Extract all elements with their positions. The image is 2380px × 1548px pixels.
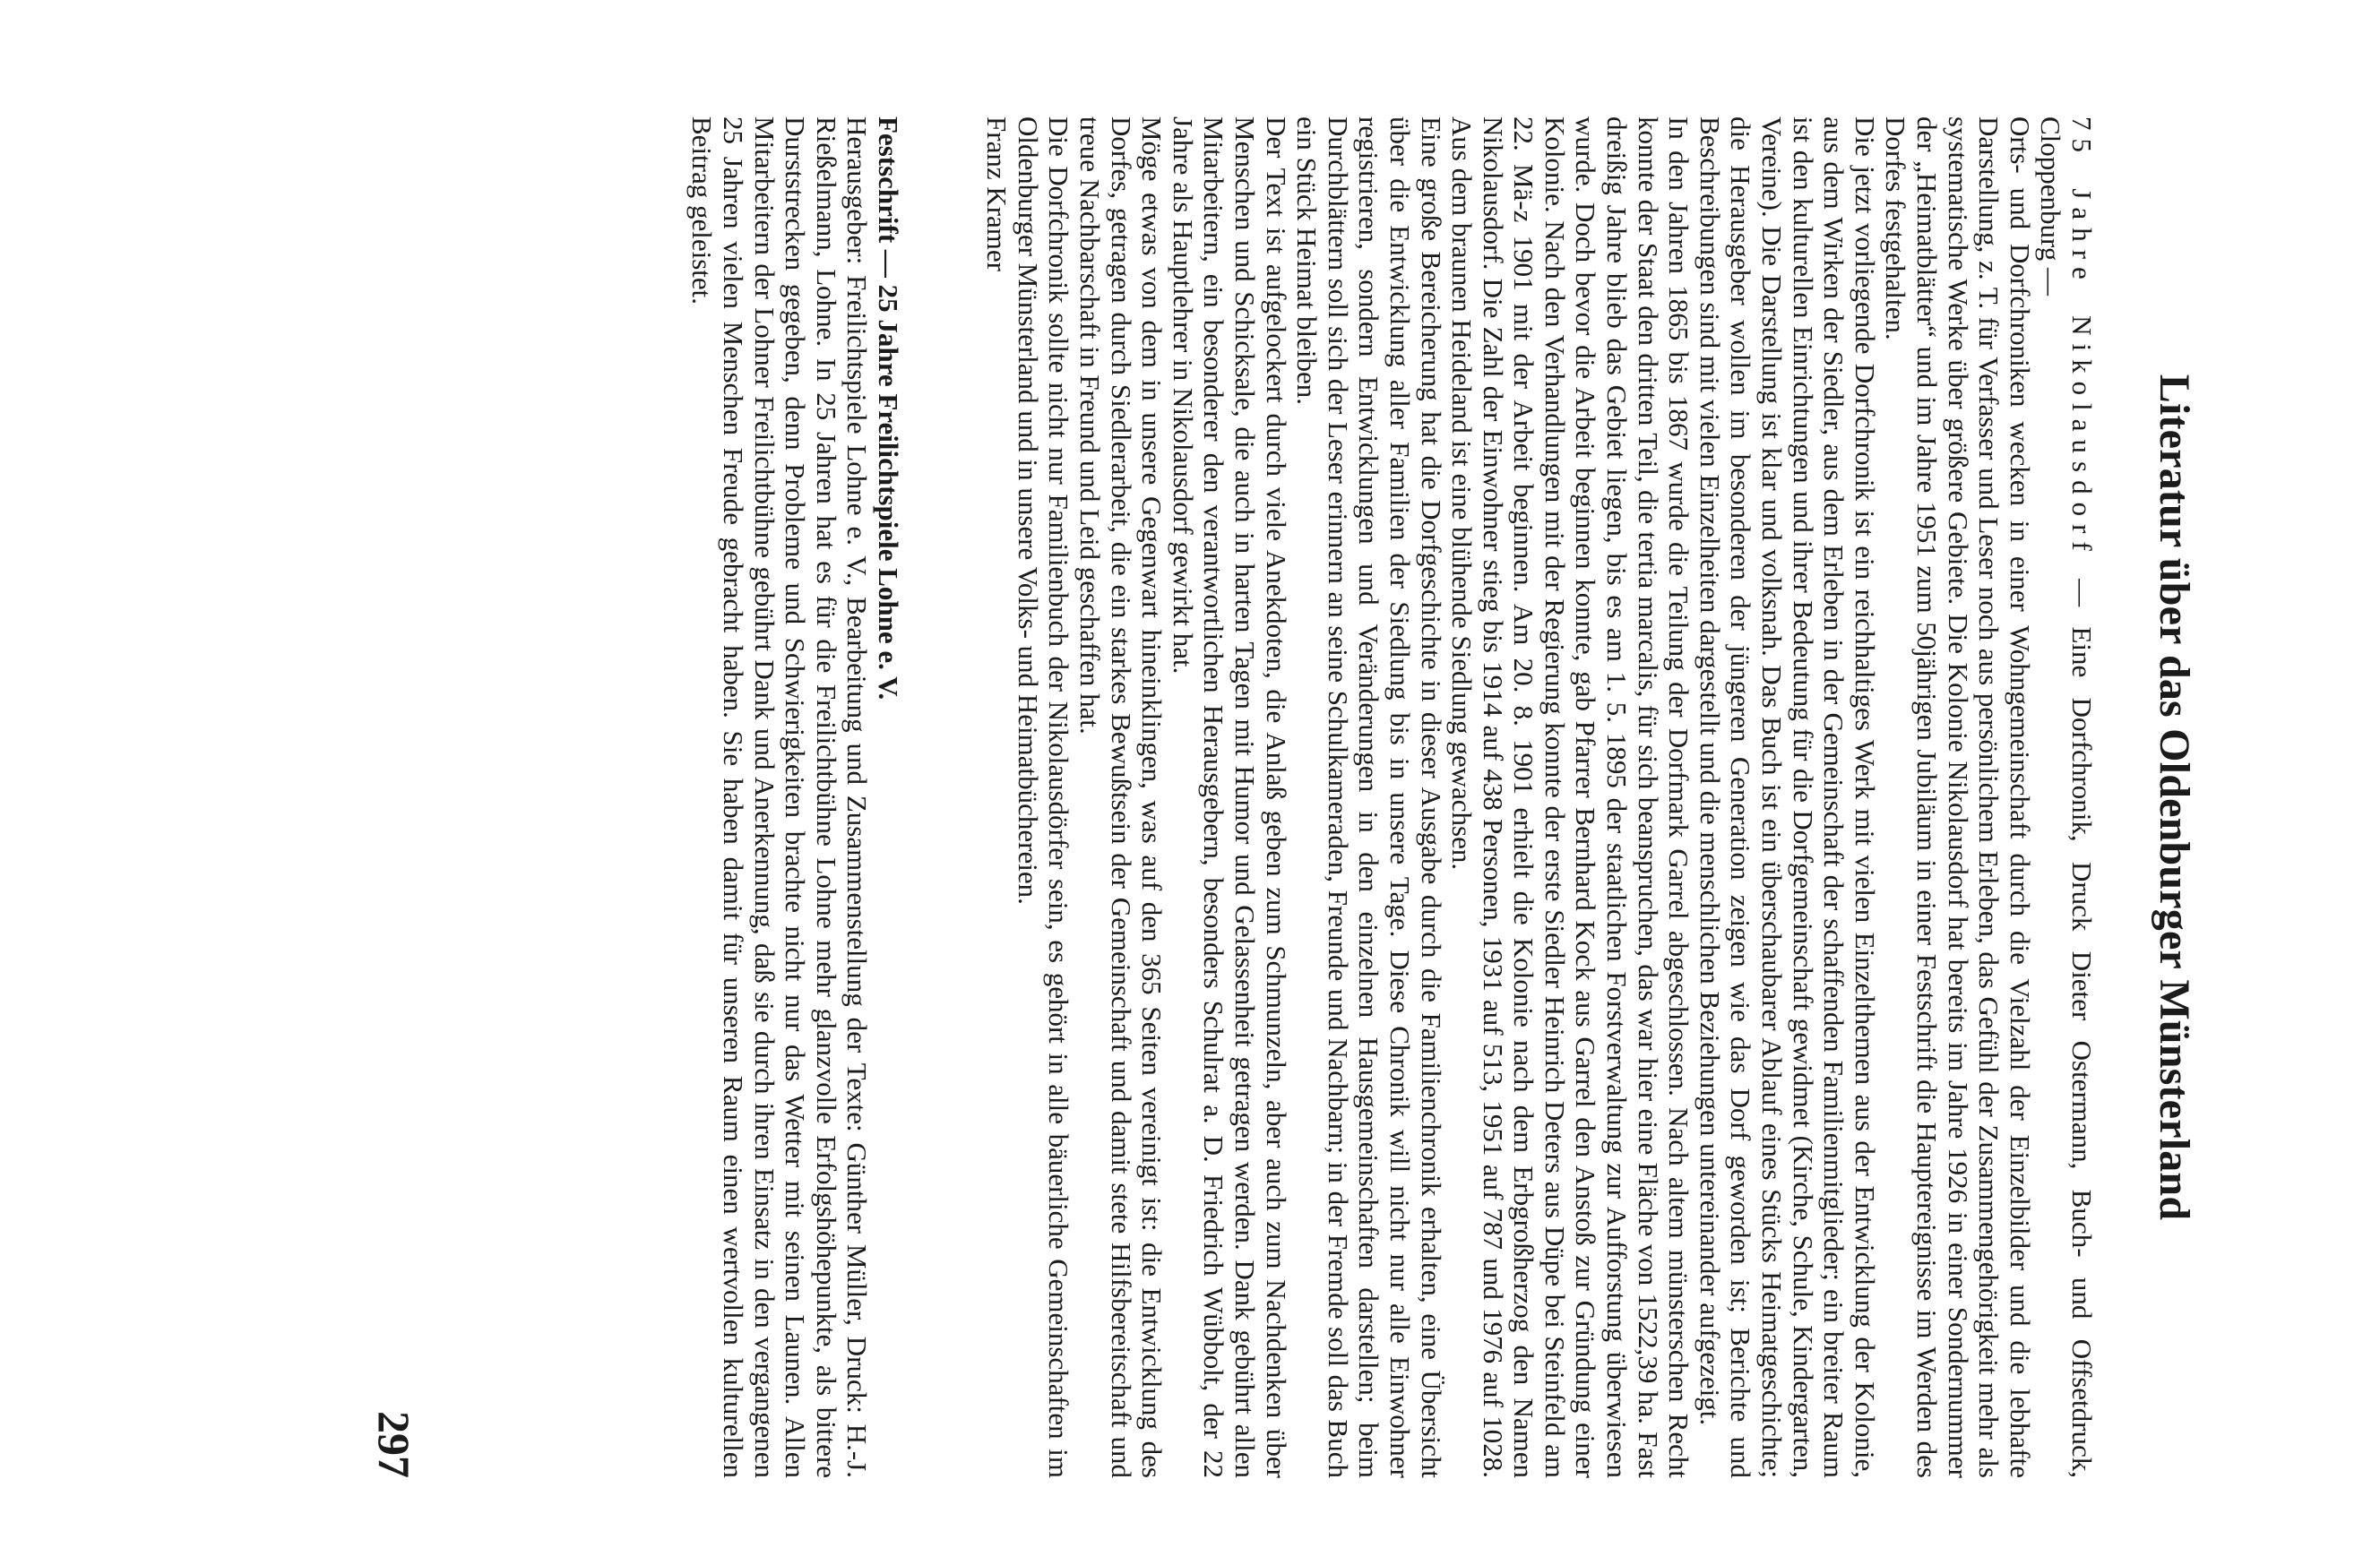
reviewer-name: Franz Kramer: [981, 116, 1013, 271]
book-title: 75 Jahre Nikolausdorf: [2066, 116, 2098, 559]
review-freilichtspiele-lohne: [686, 116, 903, 1478]
review-paragraph: Eine große Bereicherung hat die Dorfgeschichte in dieser Ausgabe durch die Familienchronik erhalten, eine Übersicht über die Entwicklung aller Familien der Siedlung bis in unsere Tage. Diese Chronik will nicht nur alle Einwohner registrieren, sondern Entwicklungen und Veränderungen in den einzelnen Hausgemeinschaften darstellen; beim Durchblättern soll sich der Leser erinnern an seine Schulkameraden, Freunde und Nachbarn; in der Fremde soll das Buch ein Stück Heimat bleiben.: [1291, 116, 1447, 1478]
review-nikolausdorf: [981, 116, 2097, 1478]
review-paragraph: Herausgeber: Freilichtspiele Lohne e. V., Bearbeitung und Zusammenstellung der Texte: Günther Müller, Druck: H.-J. Rießelmann, Lohne. In 25 Jahren hat es für die Freilichtbühne Lohne mehr glanzvolle Erfolgshöhepunkte, als bittere Durststrecken gegeben, denn Probleme und Schwierigkeiten brachte nicht nur das Wetter mit seinen Launen. Allen Mitarbeitern der Lohner Freilichtbühne gebührt Dank und Anerkennung, daß sie durch ihren Einsatz in den vergangenen 25 Jahren vielen Menschen Freude gebracht haben. Sie haben damit für unseren Raum einen wertvollen kulturellen Beitrag geleistet.: [686, 116, 874, 1478]
review-paragraph: Die Dorfchronik sollte nicht nur Familienbuch der Nikolausdörfer sein, es gehört in alle bäuerliche Gemeinschaften im Oldenburger Münsterland und in unsere Volks- und Heimatbüchereien.: [1012, 116, 1075, 1478]
review-paragraph: Die jetzt vorliegende Dorfchronik ist ein reichhaltiges Werk mit vielen Einzelthemen aus der Entwicklung der Kolonie, aus dem Wirken der Siedler, aus dem Erleben in der Gemeinschaft der schaffenden Familienmitglieder; ein breiter Raum ist den kulturellen Einrichtungen und ihrer Bedeutung für die Dorfgemeinschaft gewidmet (Kirche, Schule, Kindergarten, Vereine). Die Darstellung ist klar und volksnah. Das Buch ist ein überschaubarer Ablauf eines Stücks Heimatgeschichte; die Herausgeber wollen im besonderen der jüngeren Generation zeigen wie das Dorf geworden ist; Berichte und Beschreibungen sind mit vielen Einzelheiten dargestellt und die menschlichen Beziehungen untereinander aufgezeigt.: [1694, 116, 1881, 1478]
review-paragraph: In den Jahren 1865 bis 1867 wurde die Teilung der Dorfmark Garrel abgeschlossen. Nach altem münsterschen Recht konnte der Staat den dritten Teil, die tertia marcalis, für sich beanspruchen, das war hier eine Fläche von 1522,39 ha. Fast dreißig Jahre blieb das Gebiet liegen, bis es am 1. 5. 1895 der staatlichen Forstverwaltung zur Aufforstung überwiesen wurde. Doch bevor die Arbeit beginnen konnte, gab Pfarrer Bernhard Kock aus Garrel den Anstoß zur Gründung einer Kolonie. Nach den Verhandlungen mit der Regierung konnte der erste Siedler Heinrich Deters aus Düpe bei Steinfeld am 22. Mä-z 1901 mit der Arbeit beginnen. Am 20. 8. 1901 erhielt die Kolonie nach dem Erbgroßherzog den Namen Nikolausdorf. Die Zahl der Einwohner stieg bis 1914 auf 438 Personen, 1931 auf 513, 1951 auf 787 und 1976 auf 1028. Aus dem braunen Heideland ist eine blühende Siedlung gewachsen.: [1446, 116, 1695, 1478]
book-publication-info: — Eine Dorfchronik, Druck Dieter Ostermann, Buch- und Offsetdruck, Cloppenburg —: [2035, 116, 2098, 1478]
review-heading: [2035, 116, 2097, 1478]
book-page: [251, 116, 2204, 1478]
review-paragraph: Möge etwas von dem in unsere Gegenwart hineinklingen, was auf den 365 Seiten vereinigt ist: die Entwicklung des Dorfes, getragen durch Siedlerarbeit, die ein starkes Bewußtsein der Gemeinschaft und damit stete Hilfsbereitschaft und treue Nachbarschaft in Freund und Leid geschaffen hat.: [1074, 116, 1168, 1478]
review-heading: [872, 116, 903, 1478]
page-title: Literatur über das Oldenburger Münsterland: [2151, 374, 2198, 1221]
review-paragraph: Orts- und Dorfchroniken wecken in einer Wohngemeinschaft durch die Vielzahl der Einzelbilder und die lebhafte Darstellung, z. T. für Verfasser und Leser noch aus persönlichem Erleben, das Gefühl der Zusammengehörigkeit mehr als systematische Werke über größere Gebiete. Die Kolonie Nikolausdorf hat bereits im Jahre 1926 in einer Sondernummer der „Heimatblätter“ und im Jahre 1951 zum 50jährigen Jubiläum in einer Festschrift die Hauptereignisse im Werden des Dorfes festgehalten.: [1880, 116, 2036, 1478]
book-title: Festschrift — 25 Jahre Freilichtspiele Lohne e. V.: [873, 116, 904, 701]
page-number: 297: [369, 1411, 419, 1478]
review-paragraph: Der Text ist aufgelockert durch viele Anekdoten, die Anlaß geben zum Schmunzeln, aber auch zum Nachdenken über Menschen und Schicksale, die auch in harten Tagen mit Humor und Gelassenheit getragen werden. Dank gebührt allen Mitarbeitern, ein besonderer den verantwortlichen Herausgebern, besonders Schulrat a. D. Friedrich Wübbolt, der 22 Jahre als Hauptlehrer in Nikolausdorf gewirkt hat.: [1167, 116, 1292, 1478]
